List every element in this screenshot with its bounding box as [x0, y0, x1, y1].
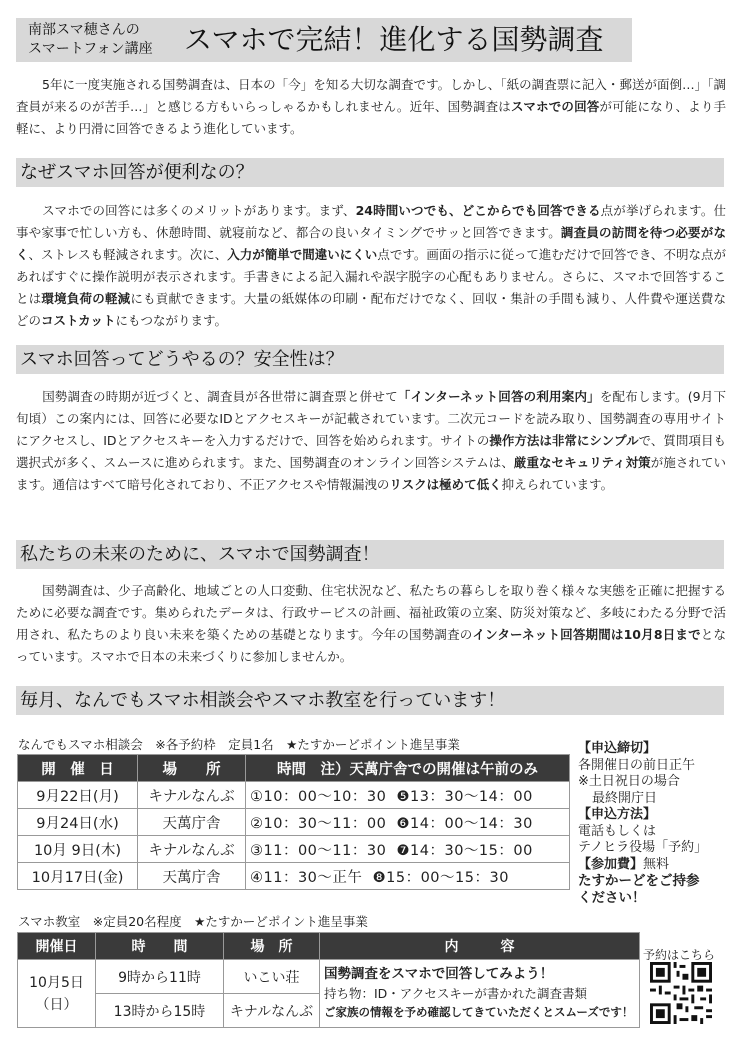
row-place: 天萬庁舎 — [138, 809, 246, 836]
table-header-row — [18, 933, 640, 960]
row-place: 天萬庁舎 — [138, 863, 246, 890]
class-date-cell — [18, 960, 96, 1028]
reserve-label: 予約はこちら — [643, 948, 716, 962]
row-place: キナルなんぶ — [138, 782, 246, 809]
row-date: 10月 9日(木) — [18, 836, 138, 863]
table-header-row — [18, 755, 570, 782]
class-place: いこい荘 — [224, 960, 320, 994]
slot-a: ②10：30～11：00 — [250, 815, 387, 832]
table-row — [18, 836, 570, 863]
row-date: 9月22日(月) — [18, 782, 138, 809]
slot-a: ③11：00～11：30 — [250, 842, 387, 859]
qr-code-icon[interactable] — [650, 962, 712, 1024]
fee-label: 【参加費】 — [578, 856, 644, 872]
consult-caption: なんでもスマホ相談会 ※各予約枠 定員1名 ★たすかーどポイント進呈事業 — [18, 737, 460, 752]
section1-paragraph: スマホでの回答には多くのメリットがあります。まず、24時間いつでも、どこからでも回答できる点が挙げられます。仕事や家事で忙しい方も、休憩時間、就寝前など、都合の良いタイミングでサッと回答できます。調査員の訪問を待つ必要がなく、ストレスも軽減されます。次に、入力が簡単で間違いにくい点です。画面の指示に従って進むだけで回答でき、不明な点があればすぐに操作説明が表示されます。手書きによる記入漏れや誤字脱字の心配もありません。さらに、スマホで回答することは環境負荷の軽減にも貢献できます。大量の紙媒体の印刷・配布だけでなく、回収・集計の手間も減り、人件費や運送費などのコストカットにもつながります。 — [16, 203, 726, 328]
class-content-cell — [320, 960, 640, 1028]
slot-b: ❼14：30～15：00 — [396, 842, 533, 859]
method-text: 電話もしくは — [578, 823, 657, 839]
bring-card-text-2: ください！ — [578, 889, 646, 906]
bring-card-text: たすかーどをご持参 — [578, 873, 700, 889]
subtitle-line2: スマートフォン講座 — [28, 41, 153, 57]
header-place: 場 所 — [138, 755, 246, 782]
table-row — [18, 809, 570, 836]
class-day: （日） — [35, 996, 78, 1013]
classroom-caption: スマホ教室 ※定員20名程度 ★たすかーどポイント進呈事業 — [18, 914, 368, 929]
intro-paragraph: 5年に一度実施される国勢調査は、日本の「今」を知る大切な調査です。しかし、「紙の調査票に記入・郵送が面倒…」「調査員が来るのが苦手…」と感じる方もいらっしゃるかもしれません。近年、国勢調査はスマホでの回答が可能になり、より手軽に、より円滑に回答できるよう進化しています。 — [16, 77, 726, 136]
row-date: 9月24日(水) — [18, 809, 138, 836]
classroom-table — [17, 932, 640, 1028]
section-heading-monthly: 毎月、なんでもスマホ相談会やスマホ教室を行っています！ — [16, 686, 724, 715]
row-times — [246, 782, 570, 809]
table-row — [18, 782, 570, 809]
header-content: 内 容 — [320, 933, 640, 960]
class-date: 10月5日 — [29, 974, 84, 991]
holiday-note-detail: 最終開庁日 — [592, 790, 658, 806]
row-times — [246, 809, 570, 836]
fee-line — [578, 857, 736, 874]
row-times — [246, 836, 570, 863]
class-time: 13時から15時 — [96, 994, 224, 1028]
section3-paragraph: 国勢調査は、少子高齢化、地域ごとの人口変動、住宅状況など、私たちの暮らしを取り巻く様々な実態を正確に把握するために必要な調査です。集められたデータは、行政サービスの計画、福祉政策の立案、防災対策など、多岐にわたる分野で活用され、私たちのより良い未来を築くための基礎となります。今年の国勢調査のインターネット回答期間は10月8日までとなっています。スマホで日本の未来づくりに参加しませんか。 — [16, 583, 726, 664]
section-heading-how: スマホ回答ってどうやるの？安全性は？ — [16, 345, 724, 374]
slot-b: ❽15：00～15：30 — [372, 869, 509, 886]
header-time: 時 間 — [96, 933, 224, 960]
header-date: 開 催 日 — [18, 755, 138, 782]
slot-a: ④11：30～正午 — [250, 869, 363, 886]
class-content-note: ご家族の情報を予め確認してきていただくとスムーズです！ — [324, 1005, 634, 1019]
slot-a: ①10：00～10：30 — [250, 788, 387, 805]
class-content-title: 国勢調査をスマホで回答してみよう！ — [324, 966, 554, 982]
section-heading-why: なぜスマホ回答が便利なの？ — [16, 158, 724, 187]
subtitle-line1: 南部スマ穂さんの — [28, 22, 140, 38]
section-heading-future: 私たちの未来のために、スマホで国勢調査！ — [16, 540, 724, 569]
header-date: 開催日 — [18, 933, 96, 960]
class-time: 9時から11時 — [96, 960, 224, 994]
section2-paragraph: 国勢調査の時期が近づくと、調査員が各世帯に調査票と併せて「インターネット回答の利用案内」を配布します。(9月下旬頃）この案内には、回答に必要なIDとアクセスキーが記載されています。二次元コードを読み取り、国勢調査の専用サイトにアクセスし、IDとアクセスキーを入力するだけで、回答を始められます。サイトの操作方法は非常にシンプルで、質問項目も選択式が多く、スムースに進められます。また、国勢調査のオンライン回答システムは、厳重なセキュリティ対策が施されています。通信はすべて暗号化されており、不正アクセスや情報漏洩のリスクは極めて低く抑えられています。 — [16, 389, 726, 492]
row-times — [246, 863, 570, 890]
row-place: キナルなんぶ — [138, 836, 246, 863]
holiday-note: ※土日祝日の場合 — [578, 774, 680, 789]
method-label: 【申込方法】 — [578, 807, 657, 822]
deadline-label: 【申込締切】 — [578, 741, 657, 756]
method-text-2: テノヒラ役場「予約」 — [578, 840, 708, 855]
class-place: キナルなんぶ — [224, 994, 320, 1028]
slot-b: ❻14：00～14：30 — [396, 815, 533, 832]
deadline-text: 各開催日の前日正午 — [578, 757, 696, 773]
course-name — [28, 21, 188, 59]
row-date: 10月17日(金) — [18, 863, 138, 890]
consult-schedule-table — [17, 754, 570, 890]
application-info — [578, 741, 736, 906]
header-time: 時間 注）天萬庁舎での開催は午前のみ — [246, 755, 570, 782]
class-content-bring: 持ち物：ID・アクセスキーが書かれた調査書類 — [324, 986, 587, 1001]
slot-b: ❺13：30～14：00 — [396, 788, 533, 805]
header-place: 場 所 — [224, 933, 320, 960]
fee-value: 無料 — [643, 856, 670, 872]
table-row — [18, 863, 570, 890]
table-row — [18, 960, 640, 994]
page-title: スマホで完結！進化する国勢調査 — [184, 23, 604, 56]
